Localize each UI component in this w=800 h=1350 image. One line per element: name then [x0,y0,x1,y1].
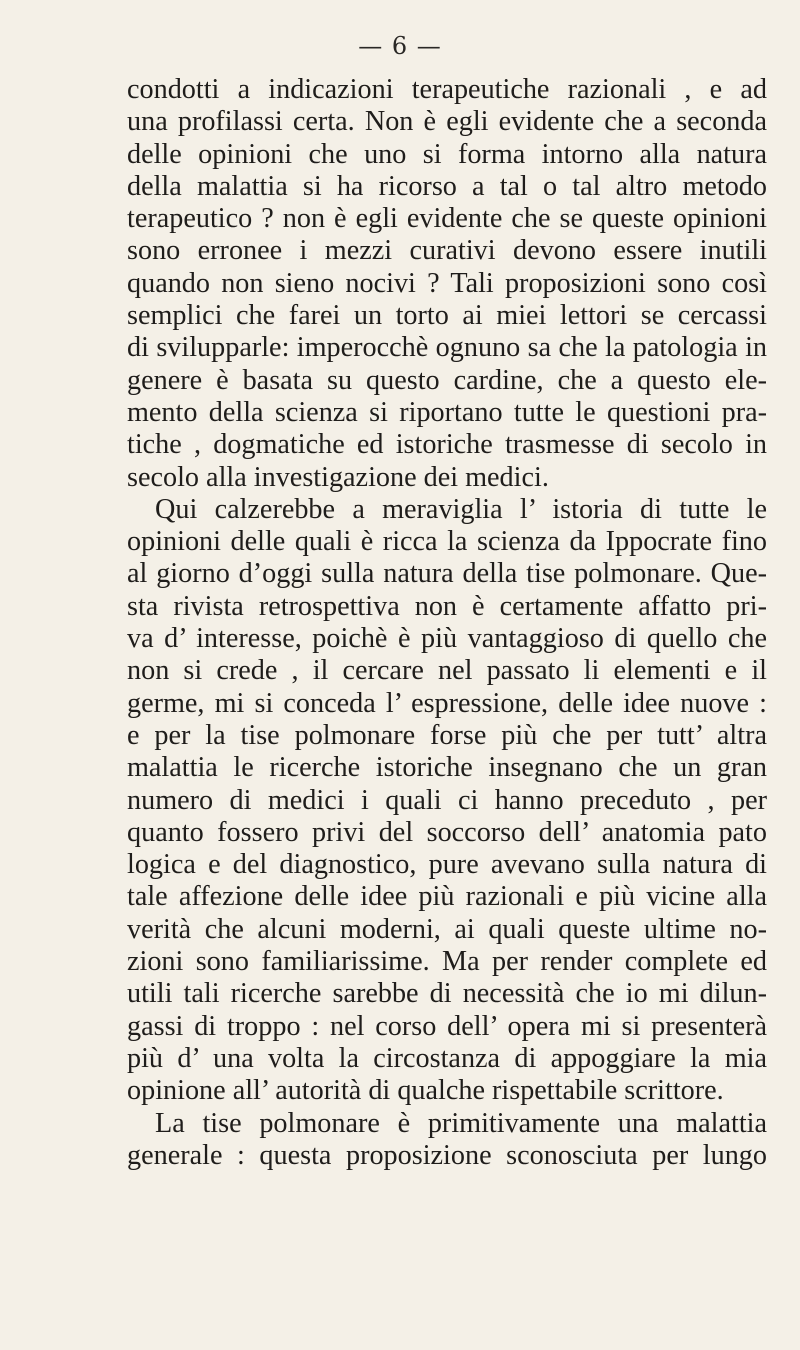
text-line: tiche , dogmatiche ed istoriche trasmesse di secolo in [127,429,767,461]
text-line: mento della scienza si riportano tutte le questioni pra- [127,396,767,428]
text-line: gassi di troppo : nel corso dell’ opera mi si presenterà [127,1010,767,1042]
text-line: opinioni delle quali è ricca la scienza da Ippocrate fino [127,526,767,558]
text-line: generale : questa proposizione sconosciuta per lungo [127,1139,767,1171]
text-line: sta rivista retrospettiva non è certamente affatto pri- [127,590,767,622]
text-line: una profilassi certa. Non è egli evidente che a seconda [127,106,767,138]
text-line: tale affezione delle idee più razionali e più vicine alla [127,881,767,913]
text-line: opinione all’ autorità di qualche rispettabile scrittore. [127,1075,724,1107]
text-line: al giorno d’oggi sulla natura della tise polmonare. Que- [127,558,767,590]
text-line: va d’ interesse, poichè è più vantaggioso di quello che [127,623,767,655]
text-line: quanto fossero privi del soccorso dell’ anatomia pato [127,816,767,848]
text-line: utili tali ricerche sarebbe di necessità che io mi dilun- [127,978,767,1010]
text-line: verità che alcuni moderni, ai quali queste ultime no- [127,913,767,945]
text-line: più d’ una volta la circostanza di appoggiare la mia [127,1042,767,1074]
page-number: — 6 — [358,32,442,60]
text-line: La tise polmonare è primitivamente una malattia [155,1107,767,1139]
text-line: germe, mi si conceda l’ espressione, delle idee nuove : [127,687,767,719]
text-line: terapeutico ? non è egli evidente che se queste opinioni [127,203,767,235]
text-line: secolo alla investigazione dei medici. [127,461,549,493]
text-line: condotti a indicazioni terapeutiche razionali , e ad [127,74,767,105]
text-line: della malattia si ha ricorso a tal o tal altro metodo [127,170,767,202]
text-line: quando non sieno nocivi ? Tali proposizioni sono così [127,267,767,299]
text-line: sono erronee i mezzi curativi devono essere inutili [127,235,767,267]
text-line: di svilupparle: imperocchè ognuno sa che la patologia in [127,332,767,364]
text-line: malattia le ricerche istoriche insegnano che un gran [127,752,767,784]
text-line: logica e del diagnostico, pure avevano sulla natura di [127,849,767,881]
body-text [127,74,767,1172]
text-line: genere è basata su questo cardine, che a questo ele- [127,364,767,396]
text-line: zioni sono familiarissime. Ma per render complete ed [127,946,767,978]
text-line: non si crede , il cercare nel passato li elementi e il [127,655,767,687]
text-line: numero di medici i quali ci hanno preceduto , per [127,784,767,816]
text-line: Qui calzerebbe a meraviglia l’ istoria di tutte le [155,493,767,525]
text-line: semplici che farei un torto ai miei lettori se cercassi [127,300,767,332]
text-line: e per la tise polmonare forse più che per tutt’ altra [127,719,767,751]
text-line: delle opinioni che uno si forma intorno alla natura [127,138,767,170]
